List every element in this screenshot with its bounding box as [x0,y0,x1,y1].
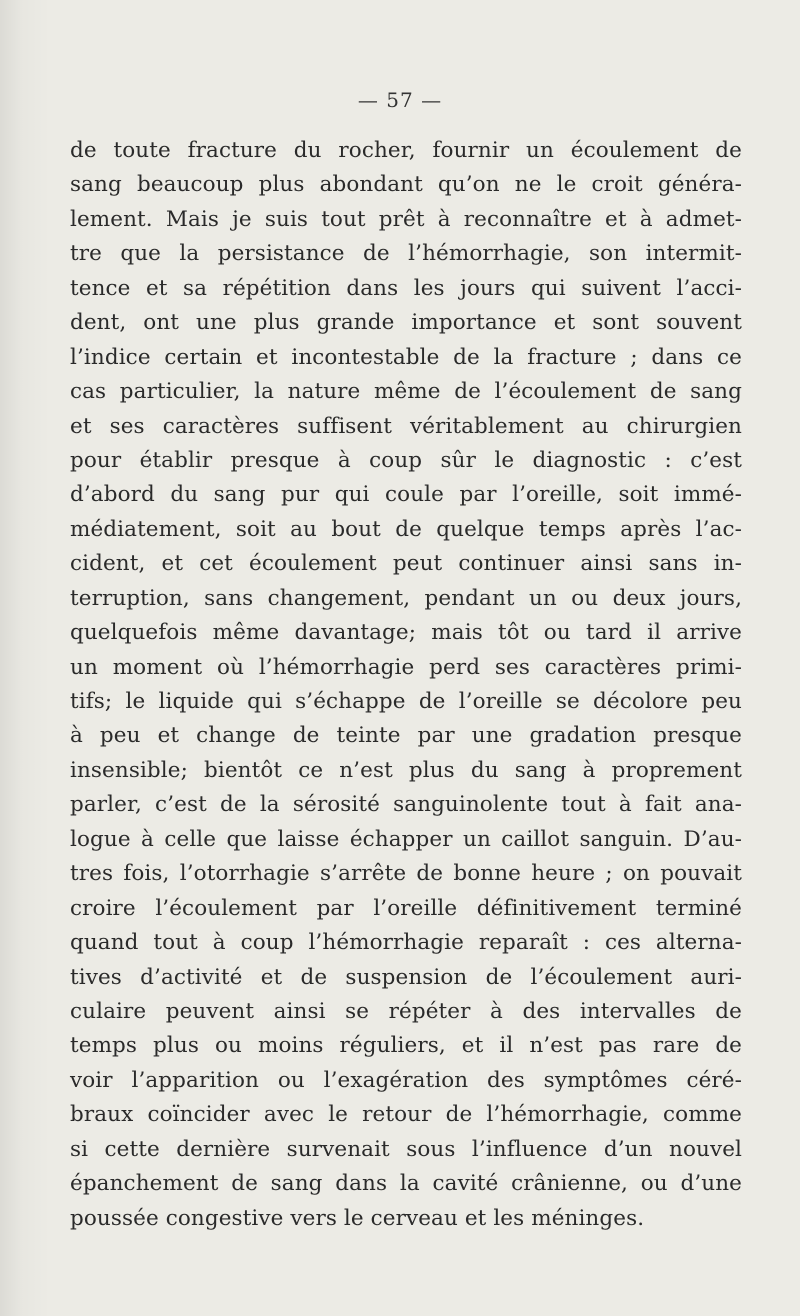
text-line: lement. Mais je suis tout prêt à reconnaître et à admet- [70,206,742,232]
text-line: pour établir presque à coup sûr le diagnostic : c’est [70,447,742,473]
body-text [70,134,742,1236]
text-line: braux coïncider avec le retour de l’hémorrhagie, comme [70,1102,742,1128]
text-line: culaire peuvent ainsi se répéter à des intervalles de [70,998,742,1024]
text-line: d’abord du sang pur qui coule par l’oreille, soit immé- [70,482,742,508]
text-line: cas particulier, la nature même de l’écoulement de sang [70,379,742,405]
text-line: tres fois, l’otorrhagie s’arrête de bonne heure ; on pouvait [70,861,742,887]
text-line: tives d’activité et de suspension de l’écoulement auri- [70,964,742,990]
text-line: tence et sa répétition dans les jours qui suivent l’acci- [70,275,742,301]
text-line: logue à celle que laisse échapper un caillot sanguin. D’au- [70,826,742,852]
text-line: un moment où l’hémorrhagie perd ses caractères primi- [70,654,742,680]
text-line: tre que la persistance de l’hémorrhagie, son intermit- [70,241,742,267]
text-line: terruption, sans changement, pendant un ou deux jours, [70,585,742,611]
text-line: voir l’apparition ou l’exagération des symptômes céré- [70,1067,742,1093]
text-line: si cette dernière survenait sous l’influence d’un nouvel [70,1136,742,1162]
text-line: sang beaucoup plus abondant qu’on ne le croit généra- [70,172,742,198]
page-number: — 57 — [357,88,443,112]
text-line: épanchement de sang dans la cavité crânienne, ou d’une [70,1171,742,1197]
text-line: croire l’écoulement par l’oreille définitivement terminé [70,895,742,921]
text-line: parler, c’est de la sérosité sanguinolente tout à fait ana- [70,792,742,818]
text-line: à peu et change de teinte par une gradation presque [70,723,742,749]
text-line: dent, ont une plus grande importance et sont souvent [70,310,742,336]
text-line: et ses caractères suffisent véritablement au chirurgien [70,413,742,439]
text-line: poussée congestive vers le cerveau et les méninges. [70,1205,645,1231]
text-line: insensible; bientôt ce n’est plus du sang à proprement [70,757,742,783]
text-line: l’indice certain et incontestable de la fracture ; dans ce [70,344,742,370]
text-line: médiatement, soit au bout de quelque temps après l’ac- [70,516,742,542]
text-line: temps plus ou moins réguliers, et il n’est pas rare de [70,1033,742,1059]
text-line: cident, et cet écoulement peut continuer ainsi sans in- [70,551,742,577]
text-line: quand tout à coup l’hémorrhagie reparaît : ces alterna- [70,930,742,956]
text-line: quelquefois même davantage; mais tôt ou tard il arrive [70,620,742,646]
text-line: tifs; le liquide qui s’échappe de l’oreille se décolore peu [70,689,742,714]
text-line: de toute fracture du rocher, fournir un écoulement de [70,138,742,163]
